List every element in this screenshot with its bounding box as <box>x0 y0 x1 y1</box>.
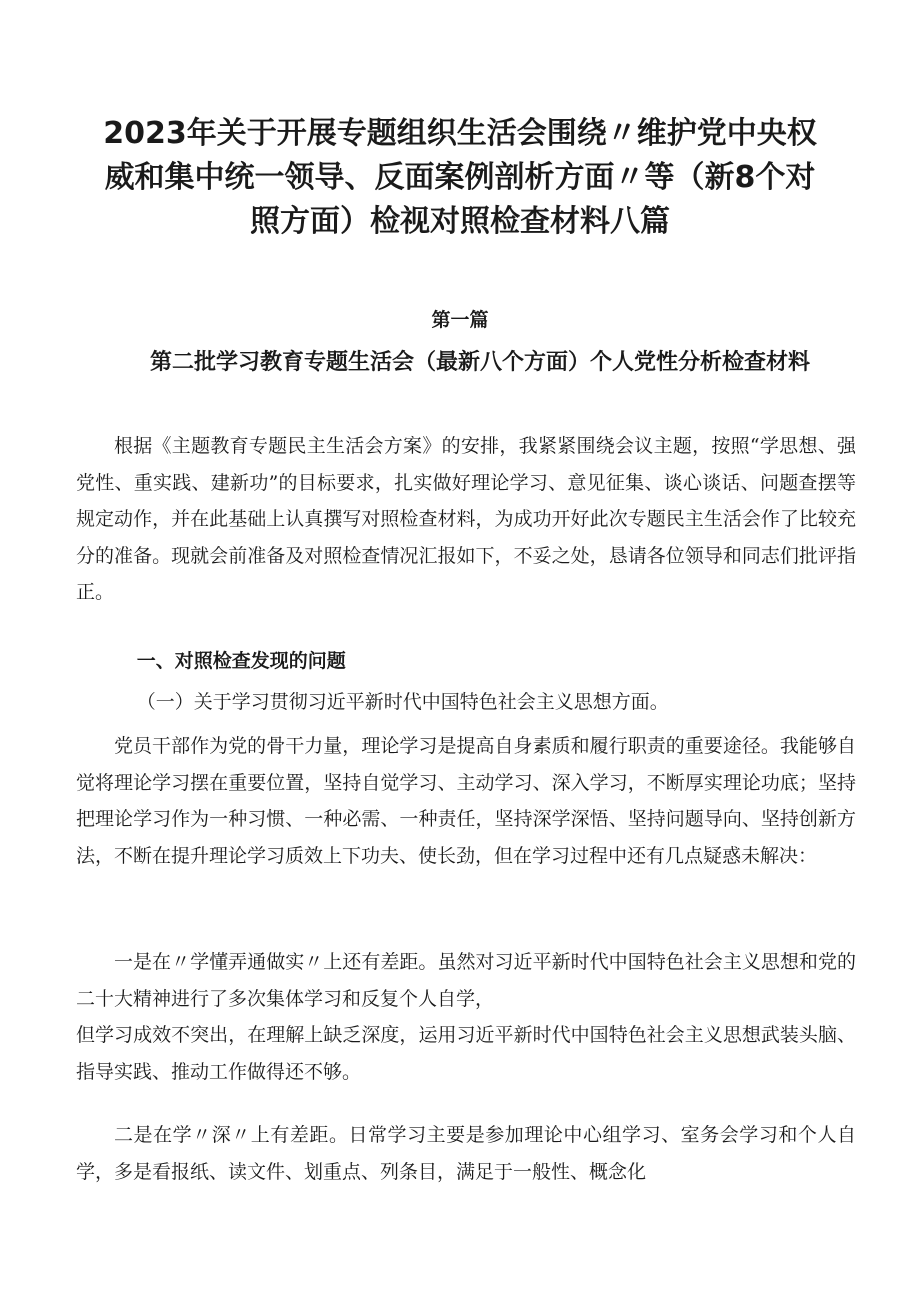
section-heading: 一、对照检查发现的问题 <box>136 650 346 672</box>
part-label: 第一篇 <box>431 309 489 331</box>
body-paragraph-2: 一是在〃学懂弄通做实〃上还有差距。虽然对习近平新时代中国特色社会主义思想和党的二十大精神进行了多次集体学习和反复个人自学， <box>76 951 856 1010</box>
document-subtitle: 第二批学习教育专题生活会（最新八个方面）个人党性分析检查材料 <box>149 350 810 375</box>
body-paragraph-2-cont: 但学习成效不突出，在理解上缺乏深度，运用习近平新时代中国特色社会主义思想武装头脑、指导实践、推动工作做得还不够。 <box>76 1024 856 1083</box>
subsection-heading: （一）关于学习贯彻习近平新时代中国特色社会主义思想方面。 <box>136 691 669 713</box>
intro-paragraph: 根据《主题教育专题民主生活会方案》的安排，我紧紧围绕会议主题，按照“学思想、强党性、重实践、建新功”的目标要求，扎实做好理论学习、意见征集、谈心谈话、问题查摆等规定动作，并在此基础上认真撰写对照检查材料，为成功开好此次专题民主生活会作了比较充分的准备。现就会前准备及对照检查情况汇报如下，不妥之处，恳请各位领导和同志们批评指正。 <box>76 435 856 603</box>
document-title: 2023年关于开展专题组织生活会围绕〃维护党中央权威和集中统一领导、反面案例剖析方面〃等（新8个对照方面）检视对照检查材料八篇 <box>103 116 817 239</box>
body-paragraph-1: 党员干部作为党的骨干力量，理论学习是提高自身素质和履行职责的重要途径。我能够自觉将理论学习摆在重要位置，坚持自觉学习、主动学习、深入学习，不断厚实理论功底；坚持把理论学习作为一种习惯、一种必需、一种责任，坚持深学深悟、坚持问题导向、坚持创新方法，不断在提升理论学习质效上下功夫、使长劲，但在学习过程中还有几点疑惑未解决： <box>76 735 856 867</box>
body-paragraph-3: 二是在学〃深〃上有差距。日常学习主要是参加理论中心组学习、室务会学习和个人自学，多是看报纸、读文件、划重点、列条目，满足于一般性、概念化 <box>76 1124 856 1183</box>
